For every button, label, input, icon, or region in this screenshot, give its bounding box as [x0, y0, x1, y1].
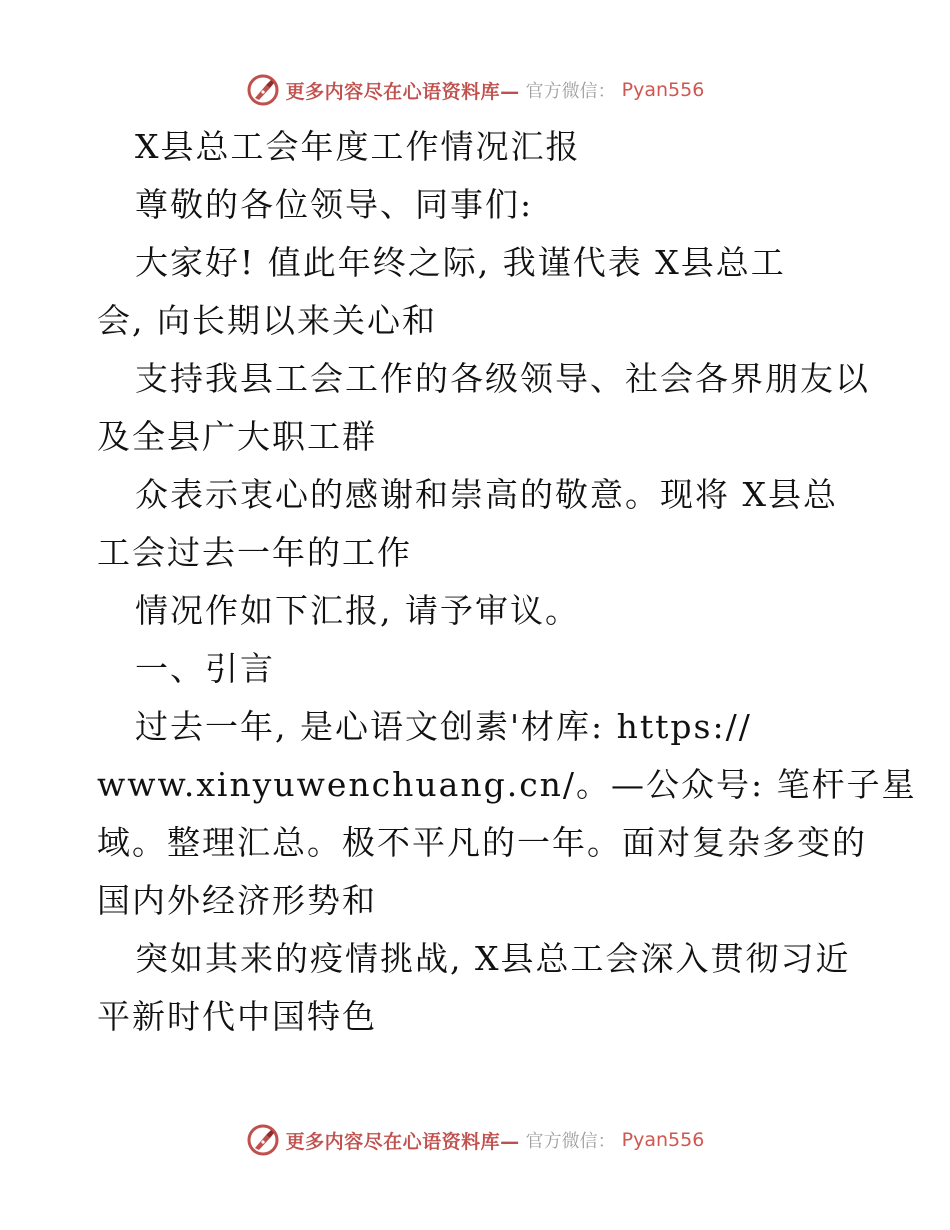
section-heading: 一、引言	[135, 649, 275, 688]
salutation-line: 尊敬的各位领导、同事们:	[135, 185, 534, 224]
banner-wechat-label: 官方微信：	[525, 81, 616, 102]
paragraph-line: 工会过去一年的工作	[97, 533, 412, 572]
paragraph-line: 及全县广大职工群	[97, 417, 377, 456]
banner-slogan: 更多内容尽在心语资料库—	[285, 1130, 520, 1153]
document-body	[97, 118, 917, 1046]
paragraph-line: 国内外经济形势和	[97, 881, 377, 920]
paragraph-line: 众表示衷心的感谢和崇高的敬意。现将 X县总	[135, 475, 838, 514]
footer-banner	[0, 1120, 950, 1160]
banner-wechat-id: Pyan556	[621, 1129, 705, 1151]
paragraph-line: 情况作如下汇报, 请予审议。	[135, 591, 580, 630]
paragraph-line: 突如其来的疫情挑战, X县总工会深入贯彻习近	[135, 939, 851, 978]
paragraph-line: 域。整理汇总。极不平凡的一年。面对复杂多变的	[97, 823, 867, 862]
document-title: X县总工会年度工作情况汇报	[135, 127, 581, 166]
banner-slogan: 更多内容尽在心语资料库—	[285, 80, 520, 103]
pen-nib-logo-icon	[246, 73, 280, 107]
paragraph-line: 过去一年, 是心语文创素'材库: https://	[135, 707, 752, 746]
paragraph-line: 会, 向长期以来关心和	[97, 301, 437, 340]
header-banner	[0, 70, 950, 110]
banner-wechat-label: 官方微信：	[525, 1131, 616, 1152]
pen-nib-logo-icon	[246, 1123, 280, 1157]
paragraph-line: 平新时代中国特色	[97, 997, 377, 1036]
paragraph-line: 大家好! 值此年终之际, 我谨代表 X县总工	[135, 243, 786, 282]
paragraph-line: 支持我县工会工作的各级领导、社会各界朋友以	[135, 359, 870, 398]
paragraph-line: www.xinyuwenchuang.cn/。—公众号: 笔杆子星	[97, 765, 917, 804]
banner-wechat-id: Pyan556	[621, 79, 705, 101]
